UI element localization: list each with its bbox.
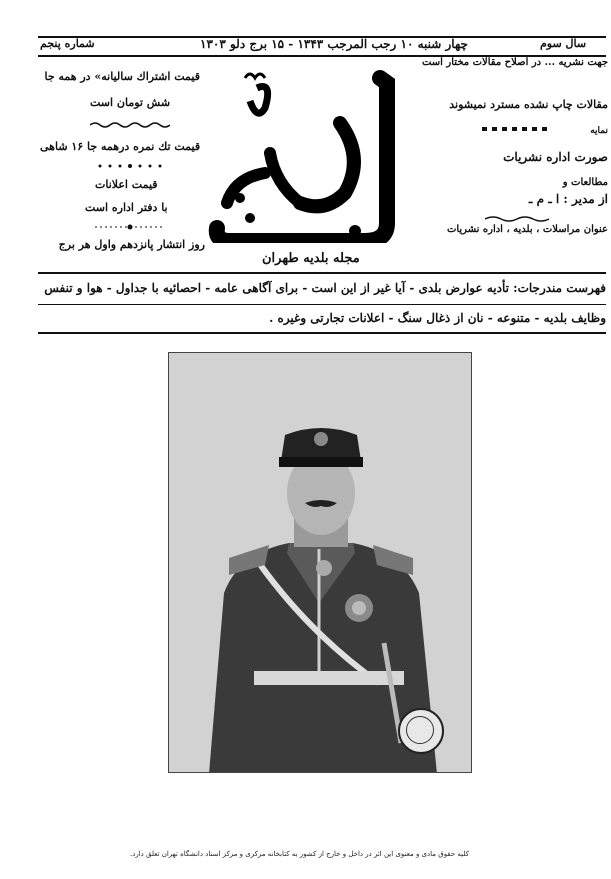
masthead-subtitle: مجله بلدیه طهران (262, 251, 360, 266)
contents-items-1: تأدیه عوارض بلدی - آیا غیر از این است - برای آگاهی عامه - احصائیه با جداول - هوا و تنفس (44, 281, 509, 295)
editorial-note: مقالات چاپ نشده مسترد نمیشوند (449, 98, 608, 111)
single-issue-price: قیمت تك نمره درهمه جا ۱۶ شاهی (40, 140, 201, 153)
editorial-note: نمایه (590, 126, 608, 136)
date-line: چهار شنبه ۱۰ رجب المرجب ۱۳۴۳ - ۱۵ برج دلو ۱۳۰۳ (200, 37, 468, 51)
ornament-divider (90, 162, 170, 170)
contents-bottom-rule (38, 332, 606, 334)
contents-line-1 (40, 280, 606, 296)
ads-title: قیمت اعلانات (95, 178, 158, 191)
contents-label: فهرست مندرجات: (513, 281, 606, 295)
copyright-footnote: کلیه حقوق مادی و معنوی این اثر در داخل و خارج از کشور به کتابخانه مرکزی و مرکز اسناد دانشگاه تهران تعلق دارد. (130, 850, 469, 858)
ads-note: با دفتر اداره است (85, 201, 168, 214)
correspondence-address: عنوان مراسلات ، بلدیه ، اداره نشریات (446, 224, 608, 235)
year-label: سال سوم (540, 37, 587, 50)
ornament-divider (90, 121, 170, 129)
masthead-calligraphy-icon (205, 63, 405, 243)
editorial-note: صورت اداره نشریات (503, 150, 608, 164)
contents-items-2: وظایف بلدیه - متنوعه - نان از ذغال سنگ - اعلانات تجارتی وغیره . (269, 311, 606, 325)
editorial-note: مطالعات و (562, 177, 608, 188)
library-seal-icon (398, 708, 444, 754)
masthead-logo (205, 58, 405, 248)
contents-top-rule (38, 272, 606, 274)
contents-mid-rule (38, 304, 606, 305)
issue-label: شماره پنجم (40, 37, 95, 50)
subscription-amount: شش تومان است (90, 96, 171, 109)
editorial-note: جهت نشریه ... در اصلاح مقالات مختار است (421, 57, 608, 68)
ornament-divider (485, 215, 555, 223)
director-line: از مدیر : ا ـ م ـ (528, 192, 608, 206)
ornament-divider (95, 223, 165, 231)
subscription-price: قیمت اشتراك سالیانه» در همه جا (44, 70, 200, 83)
publish-schedule: روز انتشار پانزدهم واول هر برج (58, 238, 205, 251)
